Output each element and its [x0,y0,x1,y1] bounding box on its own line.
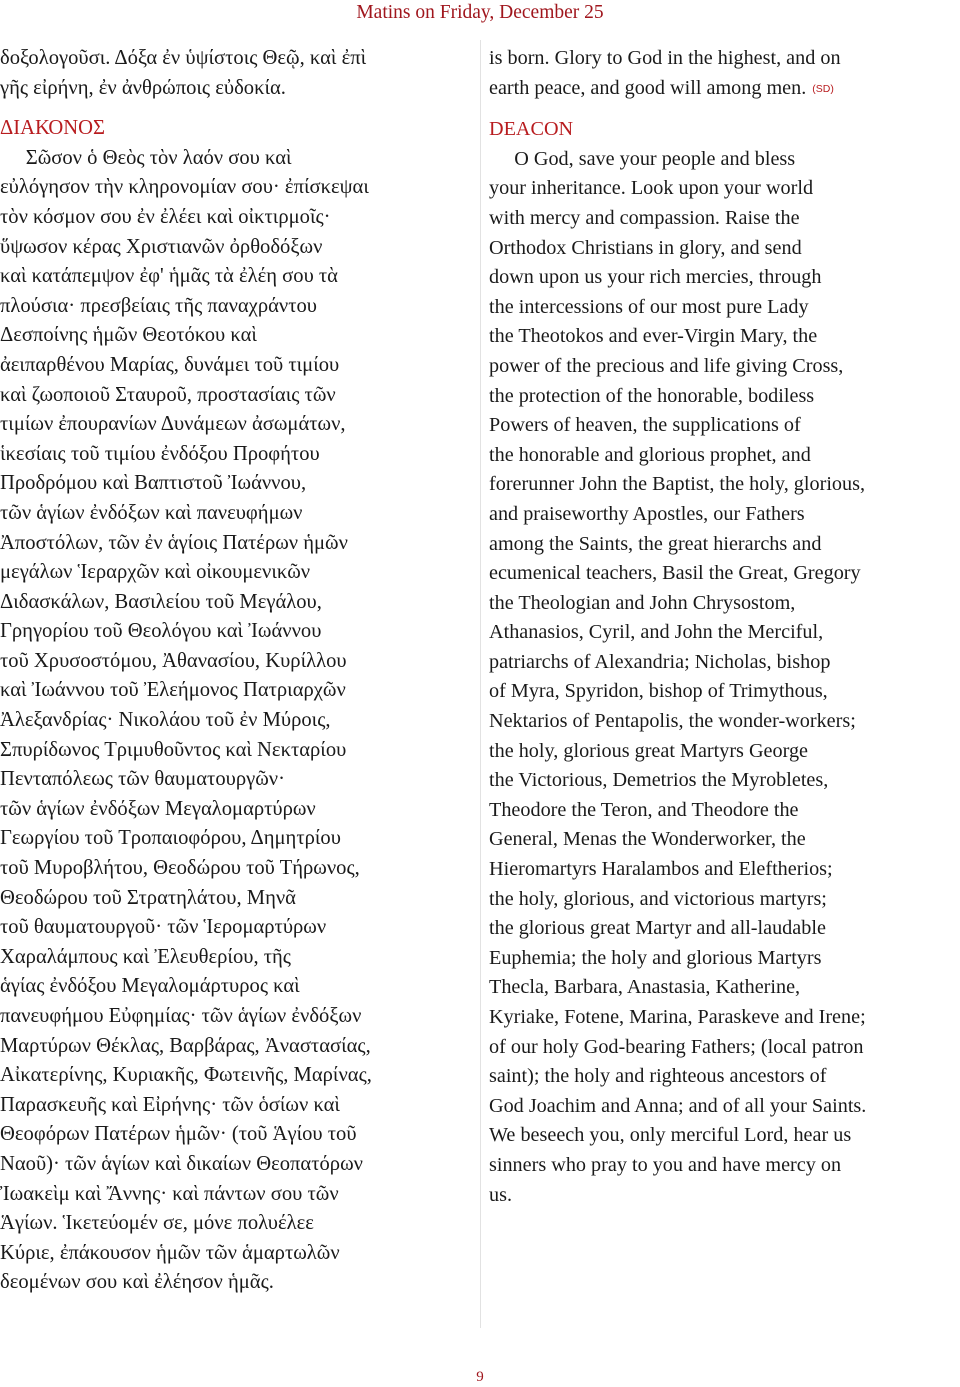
english-intro: is born. Glory to God in the highest, and on earth peace, and good will among men. [489,47,841,99]
running-header: Matins on Friday, December 25 [356,2,604,23]
greek-column [0,44,468,1298]
english-litany: O God, save your people and bless your inheritance. Look upon your world with mercy and compassion. Raise the Orthodox Christians in glory, and send down upon us your rich mercies, through the intercessions of our most pure Lady the Theotokos and ever-Virgin Mary, the power of the precious and life giving Cross, the protection of the honorable, bodiless Powers of heaven, the supplications of the honorable and glorious prophet, and forerunner John the Baptist, the holy, glorious, and praiseworthy Apostles, our Fathers among the Saints, the great hierarchs and ecumenical teachers, Basil the Great, Gregory the Theologian and John Chrysostom, Athanasios, Cyril, and John the Merciful, patriarchs of Alexandria; Nicholas, bishop of Myra, Spyridon, bishop of Trimythous, Nektarios of Pentapolis, the wonder-workers; the holy, glorious great Martyrs George the Victorious, Demetrios the Myrobletes, Theodore the Teron, and Theodore the General, Menas the Wonderworker, the Hieromartyrs Haralambos and Eleftherios; the holy, glorious, and victorious martyrs; the glorious great Martyr and all-laudable Euphemia; the holy and glorious Martyrs Thecla, Barbara, Anastasia, Katherine, Kyriake, Fotene, Marina, Paraskeve and Irene; of our holy God-bearing Fathers; (local patron saint); the holy and righteous ancestors of God Joachim and Anna; and of all your Saints. We beseech you, only merciful Lord, hear us sinners who pray to you and have mercy on us. [489,147,867,1206]
greek-heading: ΔΙΑΚΟΝΟΣ [0,117,106,140]
page-number: 9 [476,1369,484,1385]
english-column [489,44,960,1210]
english-intro-paragraph [489,44,960,104]
greek-intro: δοξολογοῦσι. Δόξα ἐν ὑψίστοις Θεῷ, καὶ ἐπὶ γῆς εἰρήνη, ἐν ἀνθρώποις εὐδοκία. [0,47,367,99]
english-heading: DEACON [489,118,574,141]
sd-marker: (SD) [812,82,834,95]
column-divider [480,40,481,1328]
greek-litany: Σῶσον ὁ Θεὸς τὸν λαόν σου καὶ εὐλόγησον τὴν κληρονομίαν σου· ἐπίσκεψαι τὸν κόσμον σου ἐν ἐλέει καὶ οἰκτιρμοῖς· ὕψωσον κέρας Χριστιανῶν ὀρθοδόξων καὶ κατάπεμψον ἐφ' ἡμᾶς τὰ ἐλέη σου τὰ πλούσια· πρεσβείαις τῆς παναχράντου Δεσποίνης ἡμῶν Θεοτόκου καὶ ἀειπαρθένου Μαρίας, δυνάμει τοῦ τιμίου καὶ ζωοποιοῦ Σταυροῦ, προστασίαις τῶν τιμίων ἐπουρανίων Δυνάμεων ἀσωμάτων, ἱκεσίαις τοῦ τιμίου ἐνδόξου Προφήτου Προδρόμου καὶ Βαπτιστοῦ Ἰωάννου, τῶν ἁγίων ἐνδόξων καὶ πανευφήμων Ἀποστόλων, τῶν ἐν ἁγίοις Πατέρων ἡμῶν μεγάλων Ἱεραρχῶν καὶ οἰκουμενικῶν Διδασκάλων, Βασιλείου τοῦ Μεγάλου, Γρηγορίου τοῦ Θεολόγου καὶ Ἰωάννου τοῦ Χρυσοστόμου, Ἀθανασίου, Κυρίλλου καὶ Ἰωάννου τοῦ Ἐλεήμονος Πατριαρχῶν Ἀλεξανδρίας· Νικολάου τοῦ ἐν Μύροις, Σπυρίδωνος Τριμυθοῦντος καὶ Νεκταρίου Πενταπόλεως τῶν θαυματουργῶν· τῶν ἁγίων ἐνδόξων Μεγαλομαρτύρων Γεωργίου τοῦ Τροπαιοφόρου, Δημητρίου τοῦ Μυροβλήτου, Θεοδώρου τοῦ Τήρωνος, Θεοδώρου τοῦ Στρατηλάτου, Μηνᾶ τοῦ θαυματουργοῦ· τῶν Ἱερομαρτύρων Χαραλάμπους καὶ Ἐλευθερίου, τῆς ἁγίας ἐνδόξου Μεγαλομάρτυρος καὶ πανευφήμου Εὐφημίας· τῶν ἁγίων ἐνδόξων Μαρτύρων Θέκλας, Βαρβάρας, Ἀναστασίας, Αἰκατερίνης, Κυριακῆς, Φωτεινῆς, Μαρίνας, Παρασκευῆς καὶ Εἰρήνης· τῶν ὁσίων καὶ Θεοφόρων Πατέρων ἡμῶν· (τοῦ Ἁγίου τοῦ Ναοῦ)· τῶν ἁγίων καὶ δικαίων Θεοπατόρων Ἰωακεὶμ καὶ Ἄννης· καὶ πάντων σου τῶν Ἁγίων. Ἱκετεύομέν σε, μόνε πολυέλεε Κύριε, ἐπάκουσον ἡμῶν τῶν ἁμαρτωλῶν δεομένων σου καὶ ἐλέησον ἡμᾶς. [0,146,372,1294]
